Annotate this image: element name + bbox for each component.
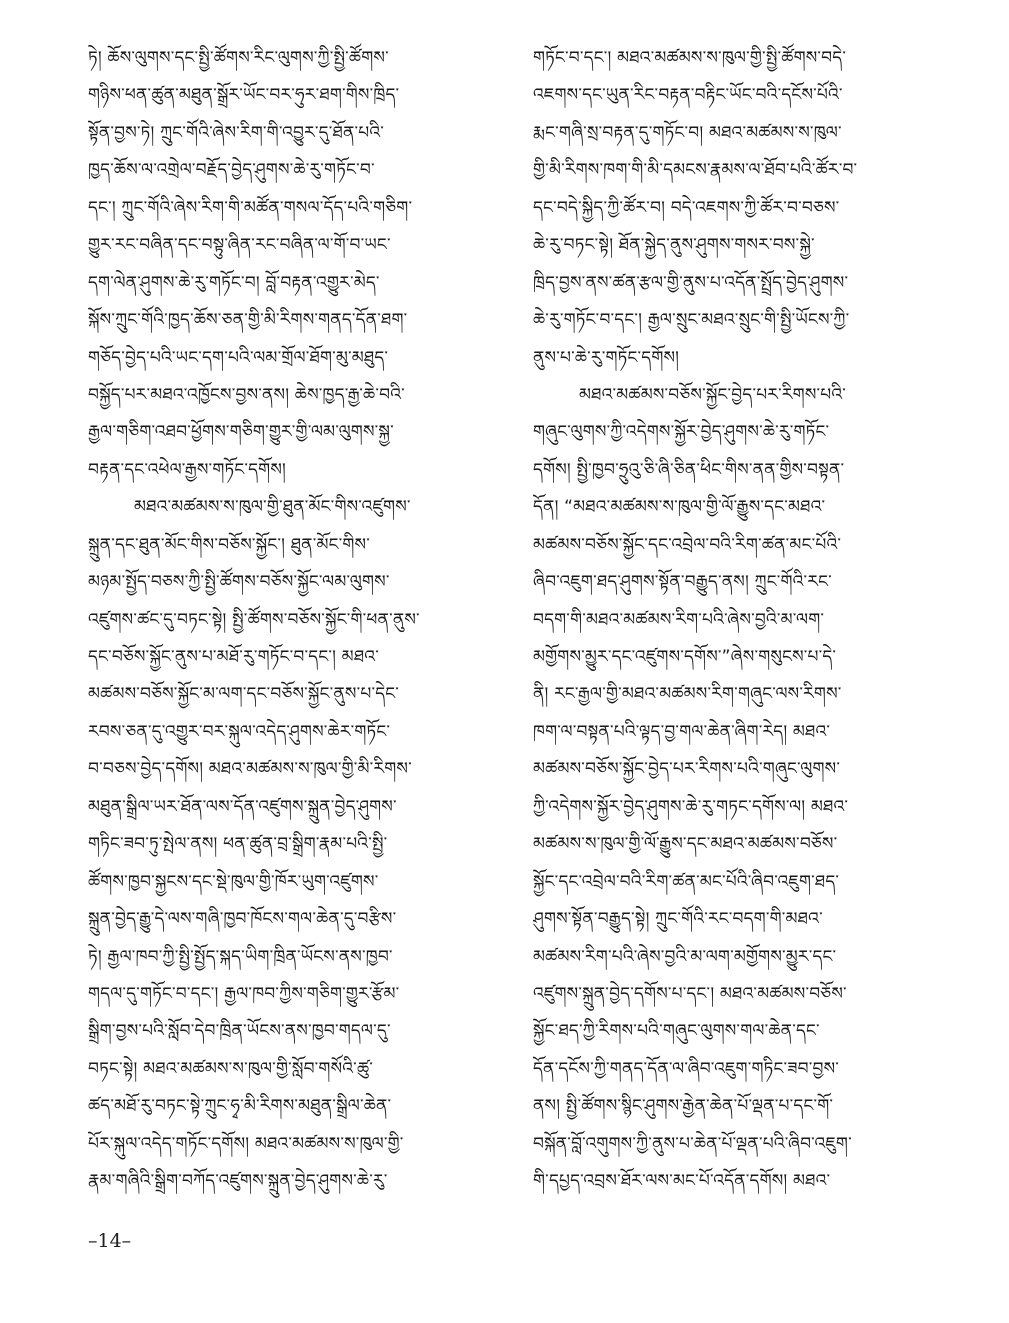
text-line: ཤུགས་སྟོན་བརྒྱུད་སྟེ། ཀྲུང་གོའི་རང་བདག་གི་མཐའ་ xyxy=(533,909,823,930)
text-line: ནུས་པ་ཆེ་རུ་གཏོང་དགོས། xyxy=(533,347,680,368)
text-line: ཆེ་རུ་བཏང་སྟེ། ཐོན་སྐྱེད་ནུས་ཤུགས་གསར་བས་སྐྱེ་ xyxy=(533,235,815,256)
text-line: འཛུགས་ཚང་དུ་བཏང་སྟེ། སྤྱི་ཚོགས་བཅོས་སྐྱོང་གི་ཕན་ནུས་ xyxy=(88,609,420,630)
page-number: –14– xyxy=(88,1230,132,1252)
text-line: མཐའ་མཚམས་ས་ཁུལ་གྱི་ཐུན་མོང་གིས་འཛུགས་ xyxy=(134,497,411,518)
right-column xyxy=(533,40,951,1201)
text-line: བརྟན་དང་འཕེལ་རྒྱས་གཏོང་དགོས། xyxy=(88,459,286,480)
text-line: ནི། རང་རྒྱལ་གྱི་མཐའ་མཚམས་རིག་གཞུང་ལས་རིགས་ xyxy=(533,684,842,705)
text-line: སྐྲུན་དང་ཐུན་མོང་གིས་བཅོས་སྐྱོང་། ཐུན་མོང་གིས་ xyxy=(88,534,370,555)
text-line: ཏེ། རྒྱལ་ཁབ་ཀྱི་སྤྱི་སྤྱོད་སྐད་ཡིག་ཁྲིན་ཡོངས་ནས་ཁྱབ་ xyxy=(88,946,393,967)
text-line: མཐའ་མཚམས་བཅོས་སྐྱོང་བྱེད་པར་རིགས་པའི་ xyxy=(579,384,847,405)
paragraph xyxy=(533,40,951,377)
text-line: པོར་སྐུལ་འདེད་གཏོང་དགོས། མཐའ་མཚམས་ས་ཁུལ་གྱི་ xyxy=(88,1133,404,1154)
text-line: སྐྲུན་བྱེད་རྒྱུ་དེ་ལས་གཞི་ཁྱབ་ཁོངས་གལ་ཆེན་དུ་བརྩིས་ xyxy=(88,909,397,930)
text-line: དོན། “མཐའ་མཚམས་ས་ཁུལ་གྱི་ལོ་རྒྱུས་དང་མཐའ་ xyxy=(533,497,826,518)
text-line: གྱུར་རང་བཞིན་དང་བསྟུ་ཞིན་རང་བཞིན་ལ་གོ་བ་ཡང་ xyxy=(88,235,391,256)
text-line: གཞུང་ལུགས་ཀྱི་འདེགས་སྐྱོར་བྱེད་ཤུགས་ཆེ་རུ་གཏོང་ xyxy=(533,422,830,443)
text-line: དགོས། སྤྱི་ཁྱབ་ཧྲུའུ་ཅི་ཞི་ཅིན་ཕིང་གིས་ནན་གྱིས་བསྟན་ xyxy=(533,459,845,480)
text-line: མཚམས་ས་ཁུལ་གྱི་ལོ་རྒྱུས་དང་མཐའ་མཚམས་བཅོས་ xyxy=(533,834,838,855)
text-line: འཇགས་དང་ཡུན་རིང་བརྟན་བརྟིང་ཡོང་བའི་དངོས་པོའི་ xyxy=(533,85,843,106)
text-line: གཅོད་བྱེད་པའི་ཡང་དག་པའི་ལམ་གྲོལ་ཐོག་མུ་མཐུད་ xyxy=(88,347,389,368)
text-line: རྣམ་གཞིའི་སྒྲིག་བཀོད་འཛུགས་སྐྲུན་བྱེད་ཤུགས་ཆེ་རུ་ xyxy=(88,1171,388,1192)
text-line: རབས་ཅན་དུ་འགྱུར་བར་སྐུལ་འདེད་ཤུགས་ཆེར་གཏོང་ xyxy=(88,721,391,742)
text-line: སྐྱོང་ཐད་ཀྱི་རིགས་པའི་གཞུང་ལུགས་གལ་ཆེན་དང་ xyxy=(533,1021,820,1042)
text-line: ཁྲིད་བྱས་ནས་ཚན་རྩལ་གྱི་ནུས་པ་འདོན་སྤྲོད་བྱེད་ཤུགས་ xyxy=(533,272,849,293)
text-line: བཏང་སྟེ། མཐའ་མཚམས་ས་ཁུལ་གྱི་སློབ་གསོའི་ཚུ་ xyxy=(88,1058,374,1079)
text-line: དང་བཅོས་སྐྱོང་ནུས་པ་མཐོ་རུ་གཏོང་བ་དང་། མཐའ་ xyxy=(88,647,379,667)
text-line: སྐོས་ཀྲུང་གོའི་ཁྱད་ཆོས་ཅན་གྱི་མི་རིགས་གནད་དོན་ཐག་ xyxy=(88,310,408,331)
text-line: མཚམས་བཅོས་སྐྱོང་བྱེད་པར་རིགས་པའི་གཞུང་ལུགས་ xyxy=(533,759,841,780)
text-line: ཏེ། ཆོས་ལུགས་དང་སྤྱི་ཚོགས་རིང་ལུགས་ཀྱི་སྤྱི་ཚོགས་ xyxy=(88,48,389,68)
paragraph xyxy=(88,489,506,1200)
text-line: མཚམས་རིག་པའི་ཞེས་བྱའི་མ་ལག་མགྱོགས་མྱུར་དང་ xyxy=(533,946,837,967)
text-line: རྨང་གཞི་སྲ་བརྟན་དུ་གཏོང་བ། མཐའ་མཚམས་ས་ཁུལ་ xyxy=(533,122,842,143)
text-line: གདལ་དུ་གཏོང་བ་དང་། རྒྱལ་ཁབ་ཀྱིས་གཅིག་གྱུར་རྩོམ་ xyxy=(88,983,400,1004)
text-line: གཏོང་བ་དང་། མཐའ་མཚམས་ས་ཁུལ་གྱི་སྤྱི་ཚོགས་བདེ་ xyxy=(533,48,847,68)
text-line: ཞིབ་འཇུག་ཐད་ཤུགས་སྟོན་བརྒྱུད་ནས། ཀྲུང་གོའི་རང་ xyxy=(533,572,832,593)
text-line: བསྐོན་བློ་འགུགས་ཀྱི་ནུས་པ་ཆེན་པོ་ལྡན་པའི་ཞིབ་འཇུག་ xyxy=(533,1133,852,1154)
paragraph xyxy=(88,40,506,489)
text-line: ཚད་མཐོ་རུ་བཏང་སྟེ་ཀྲུང་ཧྭ་མི་རིགས་མཐུན་སྒྲིལ་ཆེན་ xyxy=(88,1096,392,1117)
text-line: མཐུན་སྒྲིལ་ཡར་ཐོན་ལས་དོན་འཛུགས་སྐྲུན་བྱེད་ཤུགས་ xyxy=(88,796,397,817)
text-line: ཆེ་རུ་གཏོང་བ་དང་། རྒྱལ་སྲུང་མཐའ་སྲུང་གི་སྤྱི་ཡོངས་ཀྱི་ xyxy=(533,310,850,331)
text-line: གཏིང་ཟབ་ཏུ་སྤེལ་ནས། ཕན་ཚུན་བྲ་སྒྲིག་རྣམ་པའི་སྤྱི་ xyxy=(88,834,388,855)
text-line: རྒྱལ་གཅིག་འཐབ་ཕྱོགས་གཅིག་གྱུར་གྱི་ལམ་ལུགས་སྐྱ་ xyxy=(88,422,394,443)
text-line: ཀྱི་འདེགས་སྐྱོར་བྱེད་ཤུགས་ཆེ་རུ་གཏང་དགོས་ལ། མཐའ་ xyxy=(533,796,849,817)
text-line: མཚམས་བཅོས་སྐྱོང་དང་འབྲེལ་བའི་རིག་ཚན་མང་པོའི་ xyxy=(533,534,842,555)
text-line: གི་དཔྱད་འབྲས་ཐོར་ལས་མང་པོ་འདོན་དགོས། མཐའ་ xyxy=(533,1171,831,1192)
text-line: ཁག་ལ་བསྟན་པའི་ལྟད་བྱ་གལ་ཆེན་ཞིག་རེད། མཐའ་ xyxy=(533,721,831,742)
text-line: བདག་གི་མཐའ་མཚམས་རིག་པའི་ཞེས་བྱའི་མ་ལག་ xyxy=(533,609,825,630)
text-line: མཉམ་སྤྱོད་བཅས་ཀྱི་སྤྱི་ཚོགས་བཅོས་སྐྱོང་ལམ་ལུགས་ xyxy=(88,572,390,593)
text-line: སྒྲིག་བྱས་པའི་སློབ་དེབ་ཁྲིན་ཡོངས་ནས་ཁྱབ་གདལ་དུ་ xyxy=(88,1021,391,1042)
text-line: དོན་དངོས་ཀྱི་གནད་དོན་ལ་ཞིབ་འཇུག་གཏིང་ཟབ་བྱས་ xyxy=(533,1058,840,1079)
text-line: སྐྱོང་དང་འབྲེལ་བའི་རིག་ཚན་མང་པོའི་ཞིབ་འཇུག་ཐད་ xyxy=(533,871,840,892)
text-line: བ་བཅས་བྱེད་དགོས། མཐའ་མཚམས་ས་ཁུལ་གྱི་མི་རིགས་ xyxy=(88,759,412,780)
text-line: སྟོན་བྱས་ཏེ། ཀྲུང་གོའི་ཞེས་རིག་གི་འབྱུར་དུ་ཐོན་པའི་ xyxy=(88,122,385,143)
text-line: ཚོགས་ཁྱབ་སྐྱངས་དང་སྡེ་ཁུལ་གྱི་ཁོར་ཡུག་འཛུགས་ xyxy=(88,871,379,892)
text-line: མཚམས་བཅོས་སྐྱོང་མ་ལག་དང་བཅོས་སྐྱོང་ནུས་པ་དེང་ xyxy=(88,684,400,705)
text-line: འཛུགས་སྐྲུན་བྱེད་དགོས་པ་དང་། མཐའ་མཚམས་བཅོས་ xyxy=(533,983,847,1004)
text-line: གྱི་མི་རིགས་ཁག་གི་མི་དམངས་རྣམས་ལ་ཐོབ་པའི་ཚོར་བ་ xyxy=(533,160,858,181)
text-line: དང་། ཀྲུང་གོའི་ཞེས་རིག་གི་མཚོན་གསལ་དོད་པའི་གཅིག་ xyxy=(88,197,413,218)
text-line: བསྐྱོད་པར་མཐའ་འཁྱོངས་བྱས་ནས། ཆེས་ཁྱད་རྒྱ་ཆེ་བའི་ xyxy=(88,384,405,405)
text-line: ཁྱད་ཆོས་ལ་འགྲེལ་བརྗོད་བྱེད་ཤུགས་ཆེ་རུ་གཏོང་བ་ xyxy=(88,160,375,181)
paragraph xyxy=(533,377,951,1201)
text-line: དང་བདེ་སྐྱིད་ཀྱི་ཚོར་བ། བདེ་འཇགས་ཀྱི་ཚོར་བ་བཅས་ xyxy=(533,197,840,218)
text-line: ནས། སྤྱི་ཚོགས་སྙིང་ཤུགས་རྒྱེན་ཆེན་པོ་ལྡན་པ་དང་གོ་ xyxy=(533,1096,834,1117)
left-column xyxy=(88,40,506,1201)
text-line: གཉིས་ཕན་ཚུན་མཐུན་སྒྲོར་ཡོང་བར་ཧུར་ཐག་གིས་ཁྲིད་ xyxy=(88,85,400,106)
text-line: མགྱོགས་མྱུར་དང་འཛུགས་དགོས་”ཞེས་གསུངས་པ་དེ་ xyxy=(533,647,837,667)
text-line: དག་ལེན་ཤུགས་ཆེ་རུ་གཏོང་བ། བློ་བརྟན་འགྱུར་མེད་ xyxy=(88,272,380,293)
